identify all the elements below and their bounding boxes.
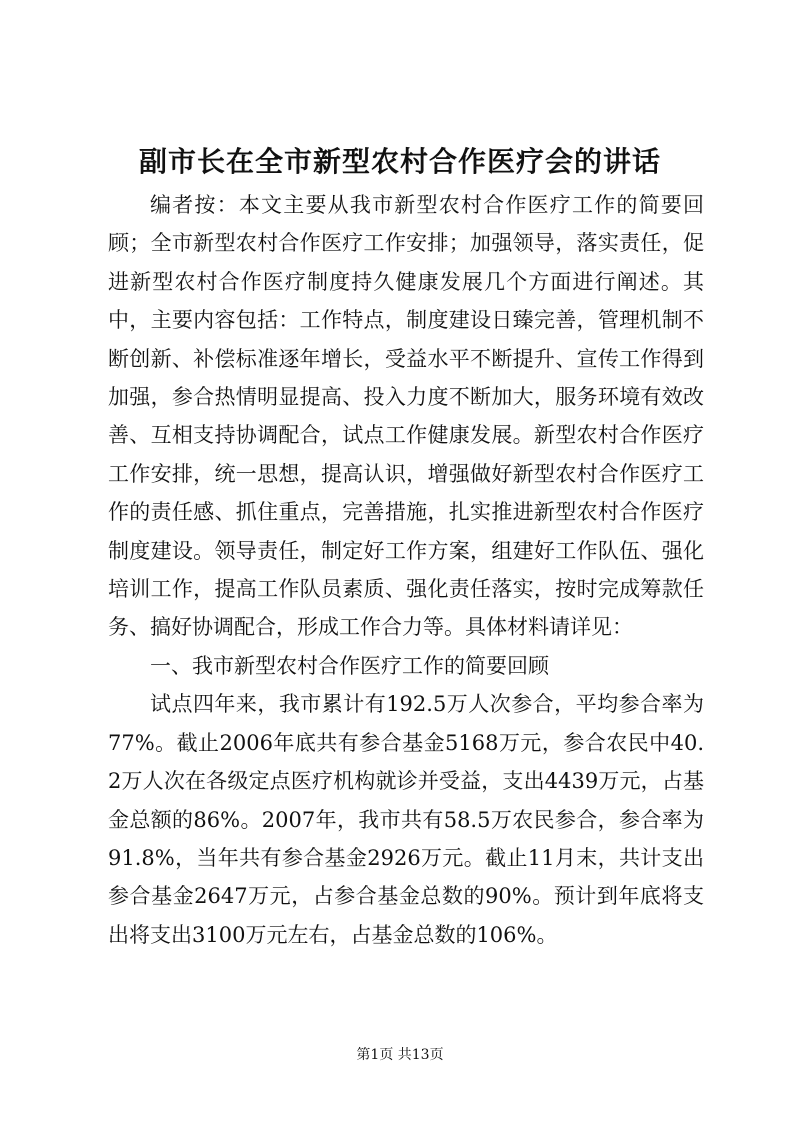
section-heading: 一、我市新型农村合作医疗工作的简要回顾 xyxy=(150,653,549,678)
review-paragraph: 试点四年来，我市累计有192.5万人次参合，平均参合率为77%。截止2006年底共有参合基金5168万元，参合农民中40.2万人次在各级定点医疗机构就诊并受益，支出4439万元，占基金总额的86%。2007年，我市共有58.5万农民参合，参合率为91.8%，当年共有参合基金2926万元。截止11月末，共计支出参合基金2647万元，占参合基金总数的90%。预计到年底将支出将支出3100万元左右，占基金总数的106%。 xyxy=(108,692,704,947)
document-title: 副市长在全市新型农村合作医疗会的讲话 xyxy=(138,145,661,178)
document-body xyxy=(108,186,704,954)
page-number-footer: 第1页 共13页 xyxy=(356,1047,444,1063)
editor-note-paragraph: 编者按：本文主要从我市新型农村合作医疗工作的简要回顾；全市新型农村合作医疗工作安排；加强领导，落实责任，促进新型农村合作医疗制度持久健康发展几个方面进行阐述。其中，主要内容包括：工作特点，制度建设日臻完善，管理机制不断创新、补偿标准逐年增长，受益水平不断提升、宣传工作得到加强，参合热情明显提高、投入力度不断加大，服务环境有效改善、互相支持协调配合，试点工作健康发展。新型农村合作医疗工作安排，统一思想，提高认识，增强做好新型农村合作医疗工作的责任感、抓住重点，完善措施，扎实推进新型农村合作医疗制度建设。领导责任，制定好工作方案，组建好工作队伍、强化培训工作，提高工作队员素质、强化责任落实，按时完成筹款任务、搞好协调配合，形成工作合力等。具体材料请详见： xyxy=(108,193,704,640)
